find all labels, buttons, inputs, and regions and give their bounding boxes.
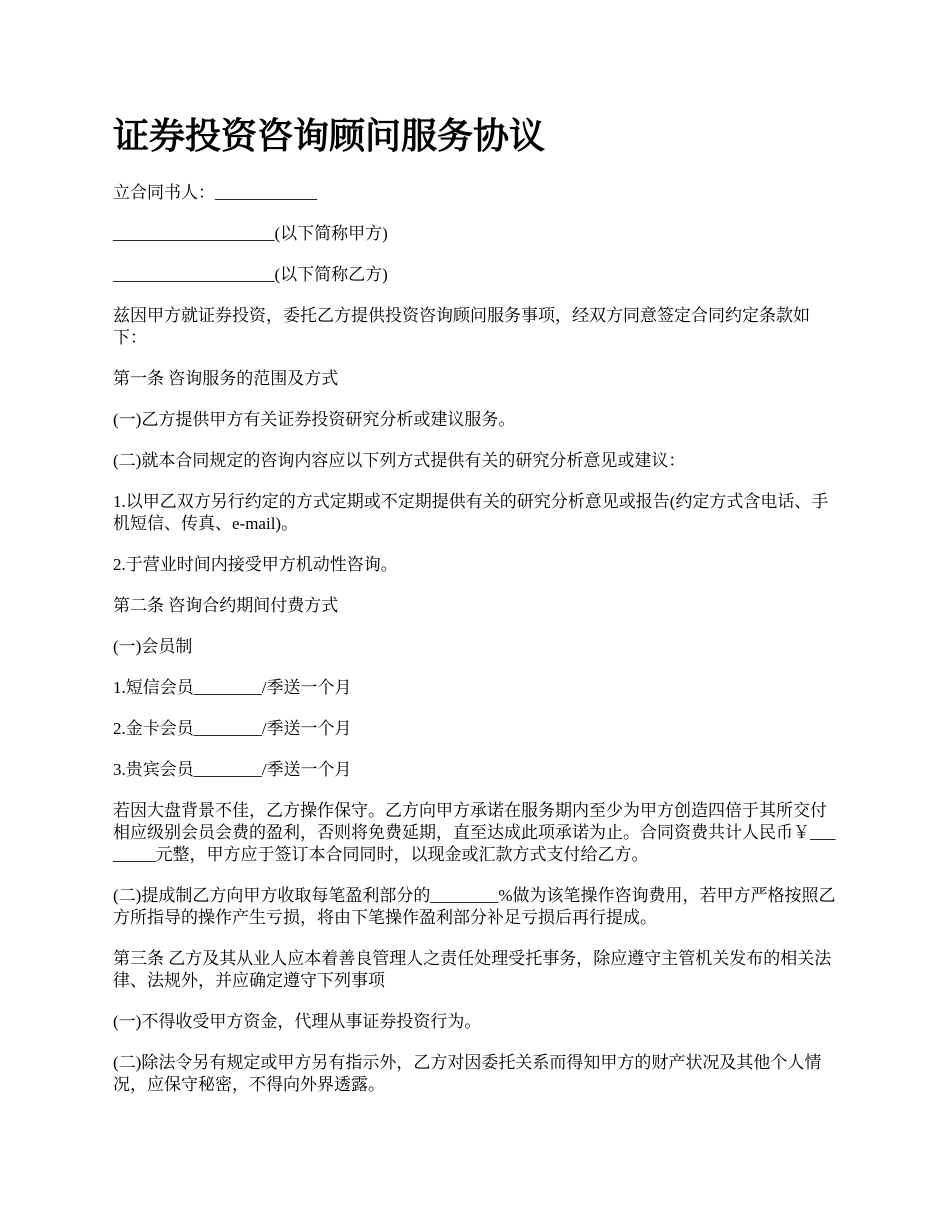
article-2-item-2: (二)提成制乙方向甲方收取每笔盈利部分的________%做为该笔操作咨询费用，若甲方严格按照乙方所指导的操作产生亏损，将由下笔操作盈利部分补足亏损后再行提成。 [113,886,836,927]
document-page [113,112,843,1115]
party-b-line: ___________________(以下简称乙方) [113,265,388,284]
membership-vip: 3.贵宾会员________/季送一个月 [113,760,352,779]
membership-gold: 2.金卡会员________/季送一个月 [113,719,352,738]
preamble-paragraph: 兹因甲方就证券投资，委托乙方提供投资咨询顾问服务事项，经双方同意签定合同约定条款如下： [113,306,810,347]
document-title: 证券投资咨询顾问服务协议 [113,115,546,157]
article-1-heading: 第一条 咨询服务的范围及方式 [113,369,339,388]
article-1-subitem-2: 2.于营业时间内接受甲方机动性咨询。 [113,555,398,574]
article-2-heading: 第二条 咨询合约期间付费方式 [113,596,339,615]
membership-sms: 1.短信会员________/季送一个月 [113,678,352,697]
party-signer-line: 立合同书人：____________ [113,183,317,202]
article-1-subitem-1: 1.以甲乙双方另行约定的方式定期或不定期提供有关的研究分析意见或报告(约定方式含电话、手机短信、传真、e-mail)。 [113,492,829,533]
article-3-item-1: (一)不得收受甲方资金，代理从事证券投资行为。 [113,1012,482,1031]
article-3-heading: 第三条 乙方及其从业人应本着善良管理人之责任处理受托事务，除应遵守主管机关发布的相关法律、法规外，并应确定遵守下列事项 [113,949,832,990]
party-a-line: ___________________(以下简称甲方) [113,224,388,243]
article-1-item-1: (一)乙方提供甲方有关证券投资研究分析或建议服务。 [113,410,516,429]
membership-guarantee-paragraph: 若因大盘背景不佳，乙方操作保守。乙方向甲方承诺在服务期内至少为甲方创造四倍于其所交付相应级别会员会费的盈利，否则将免费延期，直至达成此项承诺为止。合同资费共计人民币￥________元整，甲方应于签订本合同同时，以现金或汇款方式支付给乙方。 [113,801,836,864]
article-2-item-1: (一)会员制 [113,637,193,656]
article-1-item-2: (二)就本合同规定的咨询内容应以下列方式提供有关的研究分析意见或建议： [113,451,686,470]
article-3-item-2: (二)除法令另有规定或甲方另有指示外，乙方对因委托关系而得知甲方的财产状况及其他个人情况，应保守秘密，不得向外界透露。 [113,1053,822,1094]
